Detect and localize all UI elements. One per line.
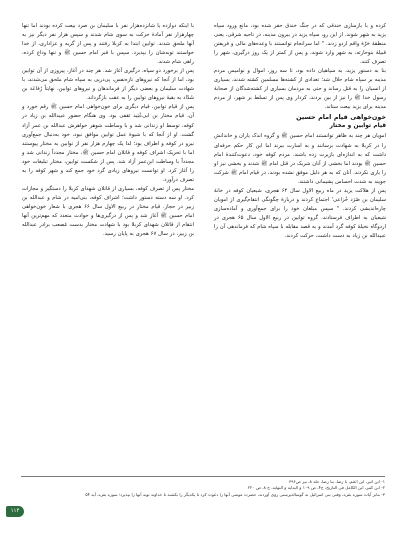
paragraph: پس از قیام توابین، قیام دیگری برای خون‌خواهی امام حسین ﷺ رقم خورد و آن، قیام مختار بن ابی‌عُبَید ثقفی بود. وی هنگام حضور عبیدالله بن زیاد در کوفه، توسط او زندانی شد و با وساطت شوهر خواهرش عبدالله بن عمر آزاد گشت. او از آنجا که با شیوهٔ عمل توابین موافق نبود، خود به‌دنبال جمع‌آوری نیرو در کوفه و اطراف بود؛ لذا یک چهارم هزار نفر از توابین به مختار پیوستند اما با تحریک اشراف کوفه و قاتلان امام حسین ﷺ، مختار مجدداً زندانی شد و مجدداً با وساطت ابن‌عمر آزاد شد. پس از شکست توابین، مختار تبلیغات خود را آغاز کرد. او توانست نیروهای زیادی گرد خود جمع کند و شهر کوفه را به تصرف درآورد. bbox=[22, 104, 194, 183]
paragraph: امویان هر چند به ظاهر توانستند امام حسین ﷺ و گروه اندک یاران و خاندانش را در کربلا به شهادت برسانند و به اسارت ببرند اما این کار حکم حرفه‌ای داشت که به اندازه‌ای بازیرت زده باشند. مردم کوفه خود، دعوت‌کنندهٔ امام حسین ﷺ بودند اما بخشی از آنان شریک در قتل امام ﷺ شدند و بخشی نیز او را یاری نکردند. آنان که به هر دلیل موفق نشده بودند، در قیام امام ﷺ شرکت جویند به شدت احساس پشیمانی داشتند. bbox=[214, 133, 386, 185]
page-number: ۱۱۴ bbox=[10, 508, 20, 514]
subsection-heading: قیام توابین و مختار bbox=[329, 123, 386, 130]
right-text-column bbox=[214, 22, 386, 241]
section-heading: خون‌خواهی قیام امام حسین bbox=[296, 113, 386, 122]
page-number-badge bbox=[6, 506, 24, 517]
footnote: ۲- ابن کثیر، ابن الکامل فی التاریخ، ج۴، ص ۱۰۹ و البدایة و النهایه، ج ۸، ص ۲۲۰ bbox=[247, 485, 385, 491]
left-text-column bbox=[22, 22, 194, 239]
footnotes bbox=[21, 479, 385, 498]
paragraph: کرده و با بازسازی خندقی که در جنگ خندق حفر شده بود، مانع ورود سپاه یزید به شهر شوند. از این رو، سپاه یزید در بیرون مدینه، در ناحیه شرقی، یعنی منطقهٔ حَرّهٔ واقم اردو زدند. " اما سرانجام توانستند با وعده‌های مالی و فریفتن قبیلهٔ بنوحارثه، به شهر وارد شوند، و پس از کمتر از یک روز درگیری، شهر را تصرف کنند. bbox=[214, 23, 386, 66]
footnote: ۱- ابن اثیر، ابن اعثم، با رضا، بنا رضا، جلد ۸، نیز ص۳۹۶ bbox=[289, 479, 385, 484]
paragraph: مختار پس از تصرف کوفه، بسیاری از قاتلان شهدای کربلا را دستگیر و مجازات کرد. او سه دسته دستور داشت؛ اشراف کوفه، بنی‌امیه در شام و عبدالله بن زبیر در حجاز. قیام مختار در ربیع الاول سال ۶۶ هجری با شعار خون‌خواهی امام حسین ﷺ آغاز شد و پس از درگیری‌ها و حوادث متعدد که مهم‌ترین آنها انتقام از قاتلان شهدای کربلا بود با شهادت مختار بدست مُصعب برادر عبدالله بن زبیر، در سال ۶۷ هجری به پایان رسید. bbox=[22, 185, 194, 238]
paragraph: بنا به دستور یزید، به سپاهیان داده بود، تا سه روز، اموال و نوامیس مردم مدینه بر سپاه شام حلال شد؛ تعدادی از کشته‌ها مسلمین کشته شدند، بسیاری از انسیان را به قتل رساند و حتی به مردمان بسیاری از کشته‌شدگان از صحابهٔ رسول خدا ﷺ را نیز از بین بردند، کردار وی پس از تسلط بر شهر، از مردم مدینه برای یزید بیعت ستاند. bbox=[214, 68, 386, 111]
footnote-divider bbox=[21, 476, 385, 477]
footnote: ۳- بنابر آیات سوره بقره، وقتی بنی اسرائیل به گوساله‌پرستی روی آوردند، حضرت موسی آنها را دعوت کرد تا یکدیگر را بکشند تا خداوند توبه آنها را بپذیرد؛ سوره بقره، آیه ۵۴ bbox=[85, 491, 385, 497]
paragraph: پس از برخورد دو سپاه، درگیری آغاز شد. هر چند در آغاز، پیروزی از آن توابین بود، اما از آنجا که نیروهای نازه‌نفس، پی‌درپی به سپاه شام ملحق می‌شدند، با شهادت سلیمان و بعضی دیگر از فرماندهان و نیروهای توابین، نهایتاً رُفاعَة بن شَدّاد به بقیهٔ نیروهای توابین را به عقب بازگرداند. bbox=[22, 68, 194, 102]
paragraph: پس از هلاکت یزید در ماه ربیع الاول سال ۶۴ هجری، شیعیان کوفه در خانهٔ سلیمان بن صُرَد خُزاعی' اجتماع کردند و دربارهٔ چگونگی انتقام‌گیری از امویان چاره‌اندیشی کردند. " سپس مبلغان خود را برای جمع‌آوری و آماده‌سازی شیعیان به اطراف فرستادند. گروه توابین در ربیع الاول سال ۶۵ هجری در اردوگاه نخیلهٔ کوفه گرد آمدند و به قصد مقابله با سپاه شام که فرماندهی آن را عبیدالله بن زیاد به دست داشت، حرکت کردند. bbox=[214, 187, 386, 239]
paragraph: با اینکه دوازده یا شانزده‌هزار نفر با سلیمان بن صرد بیعت کرده بودند اما تنها چهارهزار نفر آمادهٔ حرکت به سوی شام شدند و سپس هزار نفر دیگر نیز به آنها ملحق شدند. توابین ابتدا به کربلا رفتند و پس از گریه و عزاداری، از خدا خواستند توبه‌شان را بپذیرد. سپس با قبر امام حسین ﷺ و تنها وداع کرده، راهی شام شدند. bbox=[22, 23, 194, 66]
